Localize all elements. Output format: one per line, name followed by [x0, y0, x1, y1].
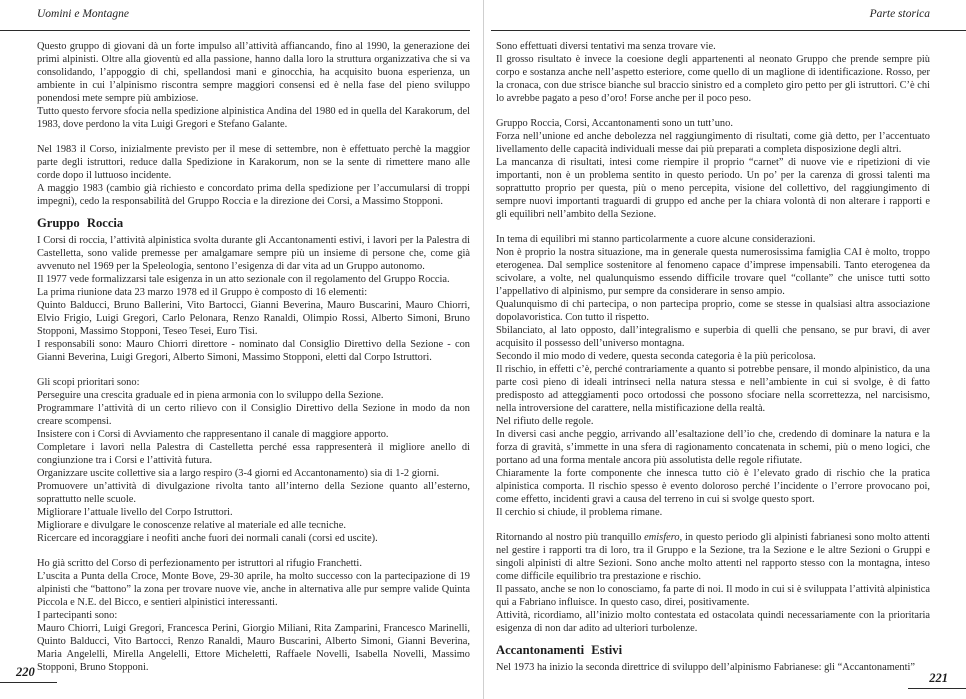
paragraph: Ricercare ed incoraggiare i neofiti anche fuori dei normali canali (corsi ed uscite).: [37, 533, 378, 544]
paragraph: Ritornando al nostro più tranquillo emisfero, in questo periodo gli alpinisti fabrianesi sono molto attenti nel gestire i rapporti tra di loro, tra il Gruppo e la Sezione, tra la Sezione e le altre Sezioni o Gruppi e singoli alpinisti di altre Sezioni. Sono anche molto attenti nel rapporto stesso con la montagna, inteso come difficile equilibrio tra prestazione e rischio.: [496, 532, 930, 582]
paragraph-gap: [496, 221, 930, 233]
paragraph: Insistere con i Corsi di Avviamento che rappresentano il canale di maggiore apporto.: [37, 429, 389, 440]
section-heading: Accantonamenti Estivi: [496, 643, 623, 657]
paragraph: Nel 1983 il Corso, inizialmente previsto per il mese di settembre, non è effettuato perchè la maggior parte degli istruttori, reduce dalla Spedizione in Karakorum, non se la sente di rimettere mano alle corde dopo il luttuoso incidente.: [37, 144, 470, 181]
paragraph: Ho già scritto del Corso di perfezionamento per istruttori al rifugio Franchetti.: [37, 558, 362, 569]
header-rule-left: [0, 30, 470, 31]
paragraph-gap: [496, 105, 930, 117]
paragraph-gap: [37, 364, 470, 376]
paragraph: Mauro Chiorri, Luigi Gregori, Francesca Perini, Giorgio Miliani, Rita Zamparini, Francesco Marinelli, Quinto Balducci, Vito Bartocci, Renzo Ranaldi, Mauro Buscarini, Alberto Simoni, Gianni Beverina, Maria Angelelli, Mirella Angelelli, Ettore Micheletti, Raffaele Novelli, Isabella Novelli, Massimo Stopponi, Bruno Stopponi.: [37, 623, 470, 673]
paragraph: Organizzare uscite collettive sia a largo respiro (3-4 giorni ed Accantonamento) sia di 1-2 giorni.: [37, 468, 440, 479]
paragraph: Attività, ricordiamo, all’inizio molto contestata ed ostacolata quindi necessariamente con la prioritaria esigenza di non dar adito ad ulteriori turbolenze.: [496, 610, 930, 634]
running-header-left: Uomini e Montagne: [37, 8, 129, 20]
paragraph: Questo gruppo di giovani dà un forte impulso all’attività affiancando, fino al 1990, la generazione dei primi alpinisti. Oltre alla gioventù ed alla passione, hanno dalla loro la struttura organizzativa che si va consolidando, l’appoggio di chi, spellandosi mani e ginocchia, ha acquisito buona esperienza, un ambiente in cui l’alpinismo riscontra sempre maggiori consensi ed è nella fase del pieno sviluppo ponendosi mete sempre più ambiziose.: [37, 41, 470, 104]
right-page-body: [496, 40, 930, 674]
paragraph: Il cerchio si chiude, il problema rimane.: [496, 507, 663, 518]
running-header-right: Parte storica: [869, 8, 930, 20]
paragraph: Promuovere un’attività di divulgazione rivolta tanto all’interno della Sezione quanto all’esterno, soprattutto nelle scuole.: [37, 481, 470, 505]
paragraph: In diversi casi anche peggio, arrivando all’esaltazione dell’io che, credendo di dominare la natura e la forza di gravità, s’immette in una sfera di ragionamento concatenata in schemi, più o meno logici, che portano ad una forma mentale ancora più assolutista delle regole rifiutate.: [496, 429, 930, 466]
paragraph: Non è proprio la nostra situazione, ma in generale questa numerosissima famiglia CAI è molto, troppo eterogenea. Dal semplice sostenitore al fenomeno capace d’imprese impensabili. Tanto eterogenea da scivolare, a volte, nel qualunquismo essendo difficile trovare quel “collante” che unisce tutti sotto l’appellativo di alpinismo, pur sempre da considerare in senso ampio.: [496, 247, 930, 297]
paragraph: Secondo il mio modo di vedere, questa seconda categoria è la più pericolosa.: [496, 351, 816, 362]
page-number-left: 220: [16, 665, 35, 679]
page-number-right: 221: [929, 671, 948, 685]
paragraph: Programmare l’attività di un certo rilievo con il Consiglio Direttivo della Sezione in modo da non creare scompensi.: [37, 403, 470, 427]
book-page-right: [483, 0, 966, 699]
paragraph: Tutto questo fervore sfocia nella spedizione alpinistica Andina del 1980 ed in quella del Karakorum, del 1983, dove perdono la vita Luigi Gregori e Stefano Galante.: [37, 106, 470, 130]
paragraph: Il grosso risultato è invece la coesione degli appartenenti al neonato Gruppo che prende sempre più corpo e sostanza anche nell’aspetto esteriore, come quello di un maglione di identificazione. Rosso, per la cronaca, con due strisce bianche sul braccio sinistro ed a completo giro petto per gli istruttori. C’è chi lo avrebbe pagato a peso d’oro! Forse anche per il poco peso.: [496, 54, 930, 104]
paragraph: Perseguire una crescita graduale ed in piena armonia con lo sviluppo della Sezione.: [37, 390, 384, 401]
paragraph-gap: [37, 545, 470, 557]
paragraph: Gli scopi prioritari sono:: [37, 377, 140, 388]
paragraph: I partecipanti sono:: [37, 610, 118, 621]
paragraph: Il 1977 vede formalizzarsi tale esigenza in un atto sezionale con il regolamento del Gruppo Roccia.: [37, 274, 450, 285]
paragraph: I Corsi di roccia, l’attività alpinistica svolta durante gli Accantonamenti estivi, i lavori per la Palestra di Castelletta, sono valide premesse per amalgamare sempre più un insieme di persone che, come già avvenuto nel 1969 per la Speleologia, sentono l’esigenza di dar vita ad un Gruppo autonomo.: [37, 235, 470, 272]
paragraph: Chiaramente la forte componente che innesca tutto ciò è l’elevato grado di rischio che la pratica alpinistica comporta. Il rischio spesso è evento doloroso perché l’incidente o l’errore provocano poi, come effetto, incidenti gravi a causa del terreno in cui si svolge questo sport.: [496, 468, 930, 505]
paragraph: Sbilanciato, al lato opposto, dall’integralismo e superbia di quelli che pensano, se pur bravi, di aver acquisito il possesso dell’universo montagna.: [496, 325, 930, 349]
paragraph: I responsabili sono: Mauro Chiorri direttore - nominato dal Consiglio Direttivo della Sezione - con Gianni Beverina, Luigi Gregori, Alberto Simoni, Massimo Stopponi, eletti dal Corpo Istruttori.: [37, 339, 470, 363]
paragraph: Sono effettuati diversi tentativi ma senza trovare vie.: [496, 41, 716, 52]
paragraph: In tema di equilibri mi stanno particolarmente a cuore alcune considerazioni.: [496, 234, 816, 245]
paragraph: Nel 1973 ha inizio la seconda direttrice di sviluppo dell’alpinismo Fabrianese: gli “Accantonamenti”: [496, 662, 915, 673]
paragraph: Migliorare l’attuale livello del Corpo Istruttori.: [37, 507, 233, 518]
paragraph: Migliorare e divulgare le conoscenze relative al materiale ed alle tecniche.: [37, 520, 346, 531]
paragraph: A maggio 1983 (cambio già richiesto e concordato prima della spedizione per l’accumularsi di troppi impegni), cedo la responsabilità del Gruppo Roccia e la direzione dei Corsi, a Massimo Stopponi.: [37, 183, 470, 207]
left-page-body: [37, 40, 470, 674]
paragraph-gap: [37, 131, 470, 143]
page-gutter-divider: [483, 0, 484, 699]
header-rule-right: [491, 30, 966, 31]
paragraph: Qualunquismo di chi partecipa, o non partecipa proprio, come se stesse in qualsiasi altra associazione dopolavoristica. Con tutto il rispetto.: [496, 299, 930, 323]
paragraph: La prima riunione data 23 marzo 1978 ed il Gruppo è composto di 16 elementi:: [37, 287, 368, 298]
paragraph: L’uscita a Punta della Croce, Monte Bove, 29-30 aprile, ha molto successo con la partecipazione di 19 alpinisti che “battono” la zona per trovare nuove vie, anche in alternativa alle pur sempre valide Quinta Piccola e N.E. del Bicco, e sentieri alpinistici interessanti.: [37, 571, 470, 608]
paragraph: Il passato, anche se non lo conosciamo, fa parte di noi. Il modo in cui si è sviluppata l’attività alpinistica qui a Fabriano influisce. In questo caso, direi, positivamente.: [496, 584, 930, 608]
paragraph: Nel rifiuto delle regole.: [496, 416, 594, 427]
paragraph: Il rischio, in effetti c’è, perché contrariamente a quanto si potrebbe pensare, il mondo alpinistico, da una parte così pieno di ideali intrinseci nella natura stessa e nell’ambiente in cui si svolge, è di fatto predisposto ad atteggiamenti poco ortodossi che possono sfociare nella scorrettezza, nel narcisismo, nella introversione del carattere, nella mistificazione della realtà.: [496, 364, 930, 414]
section-heading: Gruppo Roccia: [37, 216, 124, 230]
page-number-rule-left: [0, 682, 57, 683]
page-number-rule-right: [908, 688, 966, 689]
paragraph-gap: [496, 519, 930, 531]
paragraph: Quinto Balducci, Bruno Ballerini, Vito Bartocci, Gianni Beverina, Mauro Buscarini, Mauro Chiorri, Elvio Frigio, Luigi Gregori, Carlo Pelonara, Renzo Ranaldi, Olimpio Rossi, Alberto Simoni, Bruno Stopponi, Massimo Stopponi, Teseo Tesei, Euro Tisi.: [37, 300, 470, 337]
paragraph: La mancanza di risultati, intesi come riempire il proprio “carnet” di nuove vie e ripetizioni di vie importanti, non è un problema sentito in questo periodo. Un po’ per la carenza di grossi talenti ma soprattutto proprio per questa, più o meno percepita, visione del collettivo, del raggiungimento di sempre nuovi importanti traguardi di gruppo ed anche per la chiara volontà di non alterare i rapporti e gli equilibri nell’ambito della Sezione.: [496, 157, 930, 220]
paragraph: Gruppo Roccia, Corsi, Accantonamenti sono un tutt’uno.: [496, 118, 733, 129]
paragraph: Forza nell’unione ed anche debolezza nel raggiungimento di risultati, come già detto, per l’accentuato livellamento delle capacità individuali messe dai più preparati a completa disposizione degli altri.: [496, 131, 930, 155]
paragraph: Completare i lavori nella Palestra di Castelletta perché essa rappresenterà il migliore anello di congiunzione tra i Corsi e l’attività futura.: [37, 442, 470, 466]
